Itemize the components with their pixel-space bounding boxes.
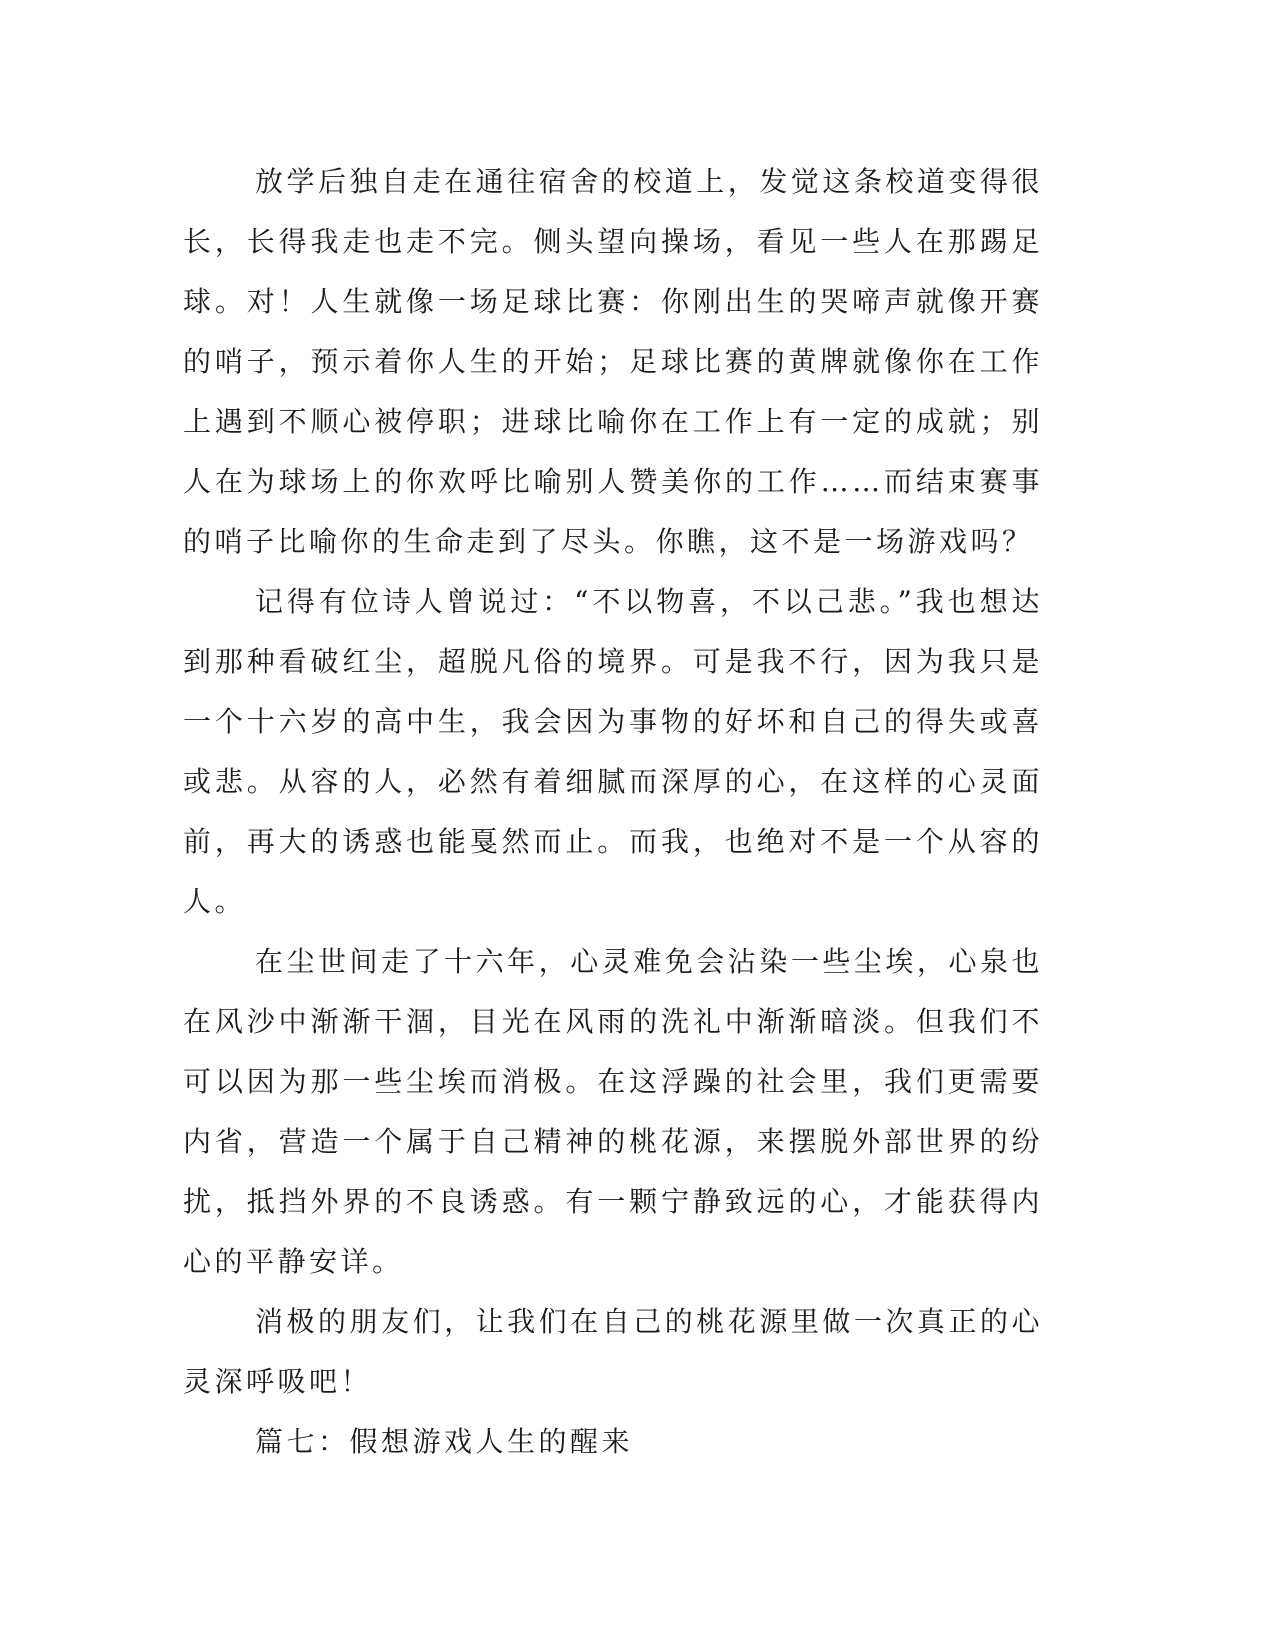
paragraph-4: 消极的朋友们，让我们在自己的桃花源里做一次真正的心灵深呼吸吧！ <box>183 1305 1043 1398</box>
paragraph-1: 放学后独自走在通往宿舍的校道上，发觉这条校道变得很长，长得我走也走不完。侧头望向操场，看见一些人在那踢足球。对！人生就像一场足球比赛：你刚出生的哭啼声就像开赛的哨子，预示着你人生的开始；足球比赛的黄牌就像你在工作上遇到不顺心被停职；进球比喻你在工作上有一定的成就；别人在为球场上的你欢呼比喻别人赞美你的工作……而结束赛事的哨子比喻你的生命走到了尽头。你瞧，这不是一场游戏吗？ <box>183 165 1043 558</box>
document-body <box>183 152 1043 1472</box>
paragraph-2: 记得有位诗人曾说过：“不以物喜，不以己悲。”我也想达到那种看破红尘，超脱凡俗的境界。可是我不行，因为我只是一个十六岁的高中生，我会因为事物的好坏和自己的得失或喜或悲。从容的人，必然有着细腻而深厚的心，在这样的心灵面前，再大的诱惑也能戛然而止。而我，也绝对不是一个从容的人。 <box>183 585 1043 918</box>
paragraph-3: 在尘世间走了十六年，心灵难免会沾染一些尘埃，心泉也在风沙中渐渐干涸，目光在风雨的洗礼中渐渐暗淡。但我们不可以因为那一些尘埃而消极。在这浮躁的社会里，我们更需要内省，营造一个属于自己精神的桃花源，来摆脱外部世界的纷扰，抵挡外界的不良诱惑。有一颗宁静致远的心，才能获得内心的平静安详。 <box>183 945 1043 1278</box>
section-heading: 篇七：假想游戏人生的醒来 <box>255 1425 634 1458</box>
